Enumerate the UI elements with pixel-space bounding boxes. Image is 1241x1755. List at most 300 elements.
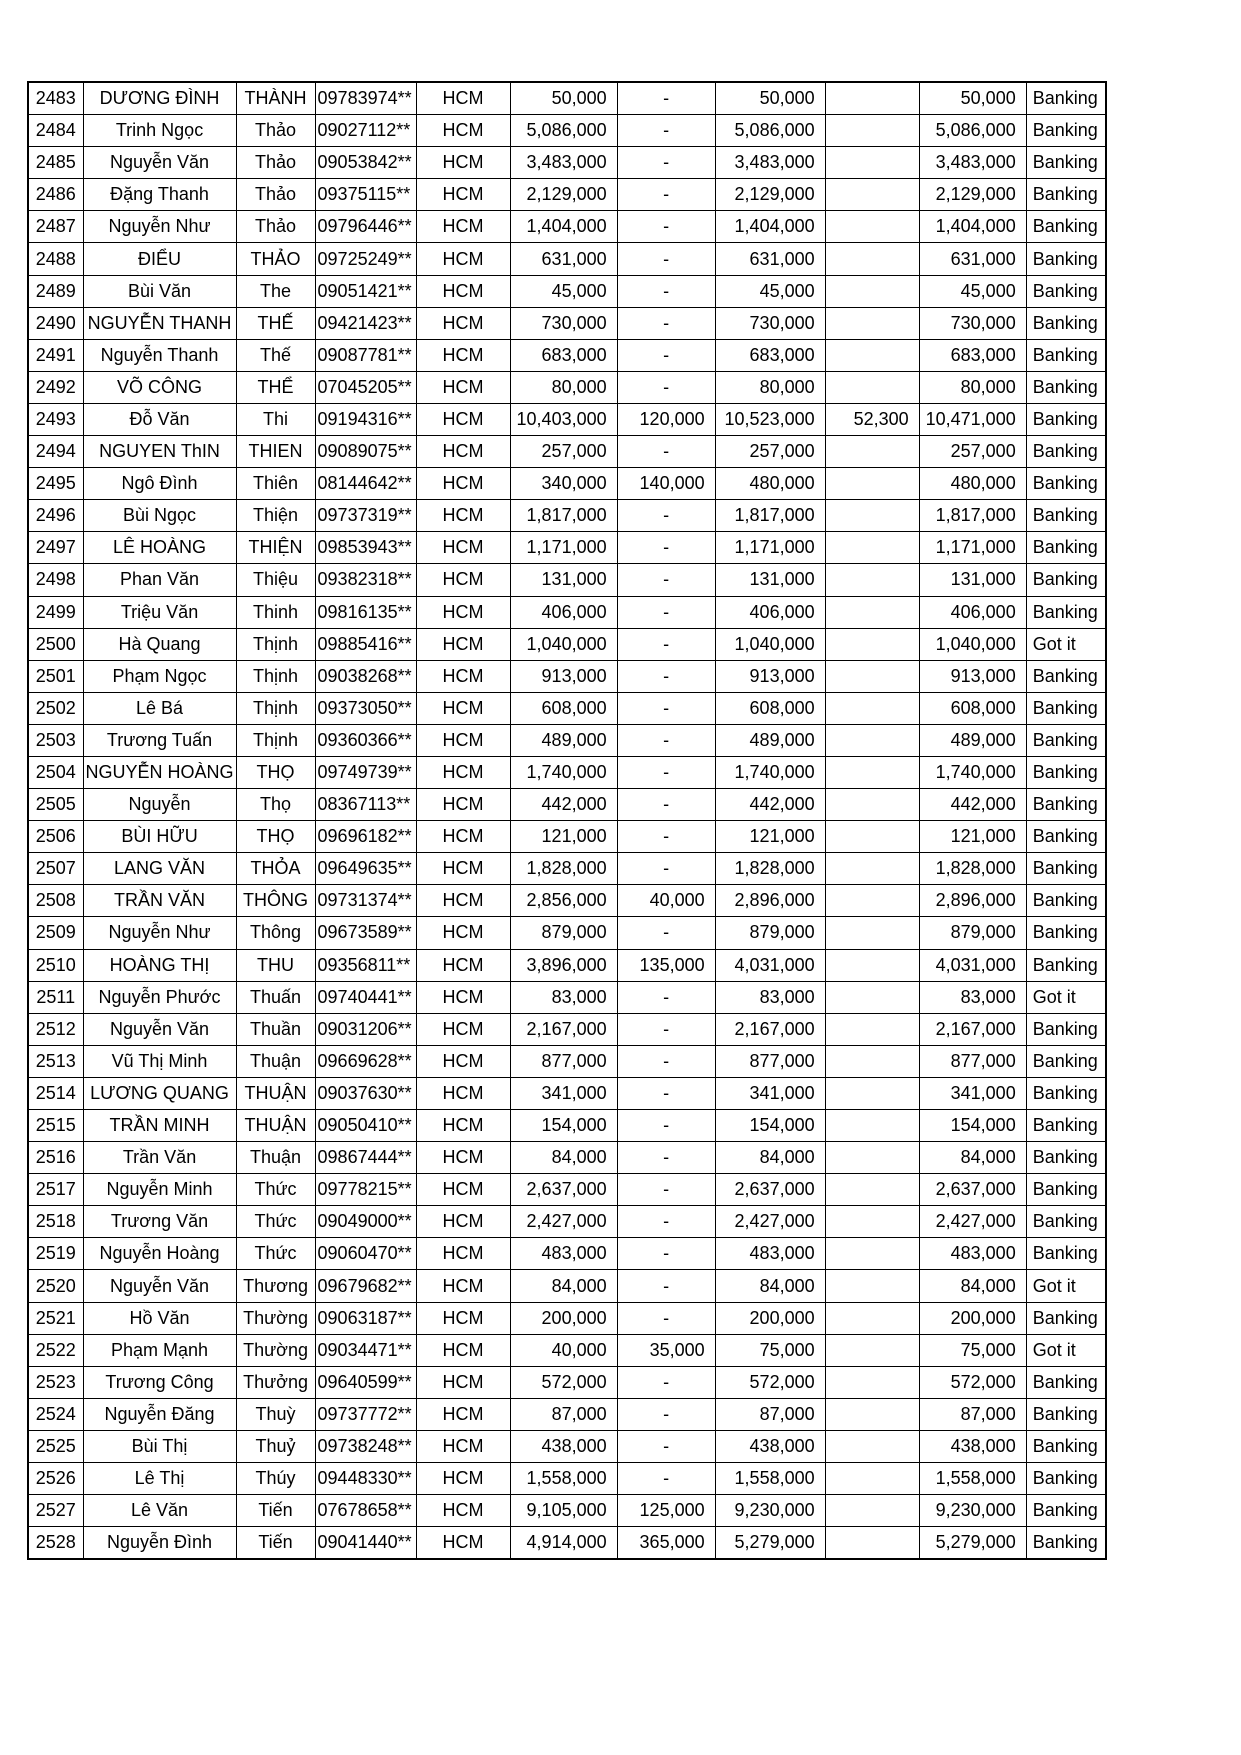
phone-cell: 09673589** [315,917,416,949]
payment-method-cell: Banking [1026,500,1106,532]
table-row [28,1495,1106,1527]
last-name-cell: ĐIỂU [83,243,236,275]
net-cell: 2,637,000 [919,1174,1026,1206]
phone-cell: 07678658** [315,1495,416,1527]
phone-cell: 09679682** [315,1270,416,1302]
city-cell: HCM [416,1398,510,1430]
row-number: 2513 [28,1045,83,1077]
bonus-cell: - [617,1077,715,1109]
bonus-cell: 135,000 [617,949,715,981]
row-number: 2495 [28,468,83,500]
table-row [28,211,1106,243]
row-number: 2496 [28,500,83,532]
city-cell: HCM [416,1206,510,1238]
total-cell: 1,404,000 [715,211,825,243]
city-cell: HCM [416,917,510,949]
deduction-cell [825,917,919,949]
city-cell: HCM [416,1527,510,1560]
table-body [28,82,1106,1559]
table-row [28,1270,1106,1302]
table-row [28,853,1106,885]
total-cell: 1,740,000 [715,756,825,788]
first-name-cell: Thuận [236,1045,315,1077]
last-name-cell: Trương Văn [83,1206,236,1238]
bonus-cell: 120,000 [617,403,715,435]
first-name-cell: Thuận [236,1142,315,1174]
table-row [28,436,1106,468]
table-row [28,692,1106,724]
amount-cell: 257,000 [510,436,617,468]
payment-method-cell: Banking [1026,1174,1106,1206]
amount-cell: 2,129,000 [510,179,617,211]
first-name-cell: Thi [236,403,315,435]
city-cell: HCM [416,724,510,756]
total-cell: 131,000 [715,564,825,596]
city-cell: HCM [416,1302,510,1334]
amount-cell: 200,000 [510,1302,617,1334]
payment-method-cell: Banking [1026,147,1106,179]
amount-cell: 2,637,000 [510,1174,617,1206]
payment-method-cell: Banking [1026,468,1106,500]
phone-cell: 09778215** [315,1174,416,1206]
row-number: 2519 [28,1238,83,1270]
deduction-cell [825,500,919,532]
first-name-cell: THẢO [236,243,315,275]
last-name-cell: Trương Tuấn [83,724,236,756]
deduction-cell [825,1077,919,1109]
last-name-cell: Phạm Ngọc [83,660,236,692]
city-cell: HCM [416,1110,510,1142]
last-name-cell: Trương Công [83,1366,236,1398]
net-cell: 10,471,000 [919,403,1026,435]
last-name-cell: Nguyễn Minh [83,1174,236,1206]
payment-method-cell: Banking [1026,853,1106,885]
bonus-cell: - [617,1206,715,1238]
last-name-cell: VÕ CÔNG [83,371,236,403]
phone-cell: 09640599** [315,1366,416,1398]
last-name-cell: LƯƠNG QUANG [83,1077,236,1109]
total-cell: 5,279,000 [715,1527,825,1560]
row-number: 2528 [28,1527,83,1560]
first-name-cell: THỎA [236,853,315,885]
last-name-cell: Lê Thị [83,1463,236,1495]
amount-cell: 1,740,000 [510,756,617,788]
total-cell: 257,000 [715,436,825,468]
last-name-cell: Nguyễn Như [83,917,236,949]
city-cell: HCM [416,596,510,628]
last-name-cell: Nguyễn Hoàng [83,1238,236,1270]
bonus-cell: 140,000 [617,468,715,500]
net-cell: 1,817,000 [919,500,1026,532]
amount-cell: 1,558,000 [510,1463,617,1495]
payment-method-cell: Banking [1026,1142,1106,1174]
payout-table [27,81,1107,1560]
city-cell: HCM [416,949,510,981]
city-cell: HCM [416,115,510,147]
row-number: 2488 [28,243,83,275]
table-row [28,949,1106,981]
amount-cell: 5,086,000 [510,115,617,147]
deduction-cell [825,1334,919,1366]
last-name-cell: Phan Văn [83,564,236,596]
total-cell: 5,086,000 [715,115,825,147]
net-cell: 4,031,000 [919,949,1026,981]
table-row [28,917,1106,949]
amount-cell: 45,000 [510,275,617,307]
deduction-cell [825,660,919,692]
phone-cell: 09749739** [315,756,416,788]
net-cell: 1,828,000 [919,853,1026,885]
table-row [28,885,1106,917]
net-cell: 572,000 [919,1366,1026,1398]
net-cell: 3,483,000 [919,147,1026,179]
row-number: 2500 [28,628,83,660]
bonus-cell: - [617,1366,715,1398]
first-name-cell: Thọ [236,789,315,821]
last-name-cell: Hà Quang [83,628,236,660]
deduction-cell: 52,300 [825,403,919,435]
first-name-cell: Thịnh [236,628,315,660]
amount-cell: 730,000 [510,307,617,339]
city-cell: HCM [416,885,510,917]
table-row [28,1077,1106,1109]
amount-cell: 154,000 [510,1110,617,1142]
bonus-cell: - [617,628,715,660]
deduction-cell [825,468,919,500]
city-cell: HCM [416,371,510,403]
amount-cell: 2,427,000 [510,1206,617,1238]
city-cell: HCM [416,436,510,468]
payment-method-cell: Banking [1026,532,1106,564]
deduction-cell [825,115,919,147]
first-name-cell: THỌ [236,821,315,853]
payment-method-cell: Banking [1026,1302,1106,1334]
table-row [28,1174,1106,1206]
first-name-cell: Thịnh [236,660,315,692]
net-cell: 80,000 [919,371,1026,403]
phone-cell: 09356811** [315,949,416,981]
phone-cell: 09867444** [315,1142,416,1174]
total-cell: 75,000 [715,1334,825,1366]
amount-cell: 879,000 [510,917,617,949]
bonus-cell: - [617,179,715,211]
phone-cell: 09031206** [315,1013,416,1045]
net-cell: 631,000 [919,243,1026,275]
payment-method-cell: Banking [1026,660,1106,692]
amount-cell: 3,483,000 [510,147,617,179]
table-row [28,1013,1106,1045]
city-cell: HCM [416,179,510,211]
amount-cell: 4,914,000 [510,1527,617,1560]
city-cell: HCM [416,532,510,564]
payment-method-cell: Banking [1026,756,1106,788]
payment-method-cell: Banking [1026,403,1106,435]
row-number: 2501 [28,660,83,692]
first-name-cell: Thảo [236,147,315,179]
first-name-cell: Thảo [236,115,315,147]
city-cell: HCM [416,147,510,179]
last-name-cell: Nguyễn Văn [83,1270,236,1302]
row-number: 2489 [28,275,83,307]
last-name-cell: Đỗ Văn [83,403,236,435]
payment-method-cell: Banking [1026,724,1106,756]
net-cell: 200,000 [919,1302,1026,1334]
phone-cell: 09737319** [315,500,416,532]
bonus-cell: - [617,1463,715,1495]
last-name-cell: NGUYỄN THANH [83,307,236,339]
city-cell: HCM [416,275,510,307]
row-number: 2505 [28,789,83,821]
bonus-cell: - [617,981,715,1013]
last-name-cell: Phạm Mạnh [83,1334,236,1366]
deduction-cell [825,628,919,660]
deduction-cell [825,1527,919,1560]
net-cell: 1,171,000 [919,532,1026,564]
deduction-cell [825,243,919,275]
table-row [28,628,1106,660]
net-cell: 131,000 [919,564,1026,596]
bonus-cell: - [617,436,715,468]
net-cell: 154,000 [919,1110,1026,1142]
phone-cell: 09373050** [315,692,416,724]
last-name-cell: LANG VĂN [83,853,236,885]
amount-cell: 442,000 [510,789,617,821]
city-cell: HCM [416,1077,510,1109]
first-name-cell: Thế [236,339,315,371]
table-row [28,1238,1106,1270]
last-name-cell: Vũ Thị Minh [83,1045,236,1077]
first-name-cell: Thức [236,1238,315,1270]
payment-method-cell: Banking [1026,1013,1106,1045]
table-row [28,1206,1106,1238]
payment-method-cell: Banking [1026,1398,1106,1430]
row-number: 2483 [28,82,83,115]
phone-cell: 09037630** [315,1077,416,1109]
phone-cell: 09853943** [315,532,416,564]
phone-cell: 09050410** [315,1110,416,1142]
last-name-cell: Ngô Đình [83,468,236,500]
last-name-cell: TRẦN VĂN [83,885,236,917]
total-cell: 913,000 [715,660,825,692]
row-number: 2492 [28,371,83,403]
bonus-cell: - [617,275,715,307]
phone-cell: 09382318** [315,564,416,596]
phone-cell: 07045205** [315,371,416,403]
bonus-cell: 40,000 [617,885,715,917]
table-row [28,147,1106,179]
table-row [28,500,1106,532]
total-cell: 83,000 [715,981,825,1013]
payment-method-cell: Banking [1026,596,1106,628]
row-number: 2524 [28,1398,83,1430]
row-number: 2486 [28,179,83,211]
total-cell: 489,000 [715,724,825,756]
city-cell: HCM [416,1463,510,1495]
total-cell: 877,000 [715,1045,825,1077]
amount-cell: 1,404,000 [510,211,617,243]
city-cell: HCM [416,307,510,339]
bonus-cell: - [617,756,715,788]
deduction-cell [825,211,919,243]
total-cell: 1,171,000 [715,532,825,564]
phone-cell: 09041440** [315,1527,416,1560]
city-cell: HCM [416,821,510,853]
first-name-cell: THUẬN [236,1077,315,1109]
first-name-cell: THẾ [236,307,315,339]
payment-method-cell: Got it [1026,981,1106,1013]
net-cell: 257,000 [919,436,1026,468]
row-number: 2514 [28,1077,83,1109]
net-cell: 2,129,000 [919,179,1026,211]
city-cell: HCM [416,1142,510,1174]
table-row [28,115,1106,147]
net-cell: 84,000 [919,1142,1026,1174]
table-row [28,1110,1106,1142]
deduction-cell [825,949,919,981]
table-row [28,275,1106,307]
amount-cell: 10,403,000 [510,403,617,435]
table-row [28,1334,1106,1366]
payment-method-cell: Banking [1026,789,1106,821]
amount-cell: 877,000 [510,1045,617,1077]
table-row [28,981,1106,1013]
table-row [28,371,1106,403]
phone-cell: 08144642** [315,468,416,500]
payment-method-cell: Banking [1026,949,1106,981]
payment-method-cell: Banking [1026,1206,1106,1238]
bonus-cell: - [617,1398,715,1430]
amount-cell: 1,817,000 [510,500,617,532]
amount-cell: 131,000 [510,564,617,596]
net-cell: 879,000 [919,917,1026,949]
phone-cell: 09731374** [315,885,416,917]
net-cell: 2,427,000 [919,1206,1026,1238]
payment-method-cell: Banking [1026,82,1106,115]
total-cell: 121,000 [715,821,825,853]
first-name-cell: Thường [236,1302,315,1334]
deduction-cell [825,596,919,628]
first-name-cell: Tiến [236,1527,315,1560]
total-cell: 10,523,000 [715,403,825,435]
payment-method-cell: Banking [1026,1077,1106,1109]
amount-cell: 2,167,000 [510,1013,617,1045]
bonus-cell: - [617,500,715,532]
row-number: 2520 [28,1270,83,1302]
deduction-cell [825,1238,919,1270]
table-row [28,243,1106,275]
bonus-cell: - [617,821,715,853]
payment-method-cell: Banking [1026,275,1106,307]
net-cell: 50,000 [919,82,1026,115]
first-name-cell: Thông [236,917,315,949]
deduction-cell [825,1430,919,1462]
city-cell: HCM [416,1238,510,1270]
net-cell: 121,000 [919,821,1026,853]
city-cell: HCM [416,211,510,243]
city-cell: HCM [416,756,510,788]
total-cell: 87,000 [715,1398,825,1430]
last-name-cell: TRẦN MINH [83,1110,236,1142]
row-number: 2484 [28,115,83,147]
payment-method-cell: Banking [1026,1430,1106,1462]
first-name-cell: Thiện [236,500,315,532]
deduction-cell [825,1110,919,1142]
amount-cell: 121,000 [510,821,617,853]
bonus-cell: - [617,211,715,243]
deduction-cell [825,821,919,853]
payment-method-cell: Banking [1026,821,1106,853]
total-cell: 730,000 [715,307,825,339]
bonus-cell: - [617,1238,715,1270]
bonus-cell: - [617,1302,715,1334]
deduction-cell [825,147,919,179]
net-cell: 1,740,000 [919,756,1026,788]
row-number: 2521 [28,1302,83,1334]
last-name-cell: Nguyễn Thanh [83,339,236,371]
net-cell: 1,404,000 [919,211,1026,243]
deduction-cell [825,1045,919,1077]
row-number: 2522 [28,1334,83,1366]
last-name-cell: Nguyễn Văn [83,1013,236,1045]
row-number: 2490 [28,307,83,339]
row-number: 2503 [28,724,83,756]
bonus-cell: - [617,532,715,564]
city-cell: HCM [416,660,510,692]
total-cell: 442,000 [715,789,825,821]
table-row [28,1398,1106,1430]
last-name-cell: Đặng Thanh [83,179,236,211]
phone-cell: 09060470** [315,1238,416,1270]
deduction-cell [825,1174,919,1206]
total-cell: 341,000 [715,1077,825,1109]
amount-cell: 683,000 [510,339,617,371]
table-row [28,1366,1106,1398]
bonus-cell: - [617,1174,715,1206]
phone-cell: 09421423** [315,307,416,339]
table-row [28,403,1106,435]
amount-cell: 340,000 [510,468,617,500]
bonus-cell: - [617,82,715,115]
first-name-cell: Thương [236,1270,315,1302]
first-name-cell: Thuấn [236,981,315,1013]
phone-cell: 09360366** [315,724,416,756]
row-number: 2515 [28,1110,83,1142]
phone-cell: 09027112** [315,115,416,147]
phone-cell: 09089075** [315,436,416,468]
row-number: 2527 [28,1495,83,1527]
city-cell: HCM [416,1334,510,1366]
city-cell: HCM [416,243,510,275]
payment-method-cell: Banking [1026,436,1106,468]
bonus-cell: - [617,853,715,885]
net-cell: 83,000 [919,981,1026,1013]
last-name-cell: Triệu Văn [83,596,236,628]
phone-cell: 09696182** [315,821,416,853]
first-name-cell: Thinh [236,596,315,628]
payment-method-cell: Banking [1026,307,1106,339]
bonus-cell: - [617,147,715,179]
total-cell: 9,230,000 [715,1495,825,1527]
amount-cell: 1,171,000 [510,532,617,564]
payment-method-cell: Banking [1026,339,1106,371]
total-cell: 572,000 [715,1366,825,1398]
total-cell: 1,558,000 [715,1463,825,1495]
total-cell: 84,000 [715,1142,825,1174]
first-name-cell: THUẬN [236,1110,315,1142]
first-name-cell: Thảo [236,179,315,211]
payment-method-cell: Banking [1026,564,1106,596]
table-row [28,1463,1106,1495]
